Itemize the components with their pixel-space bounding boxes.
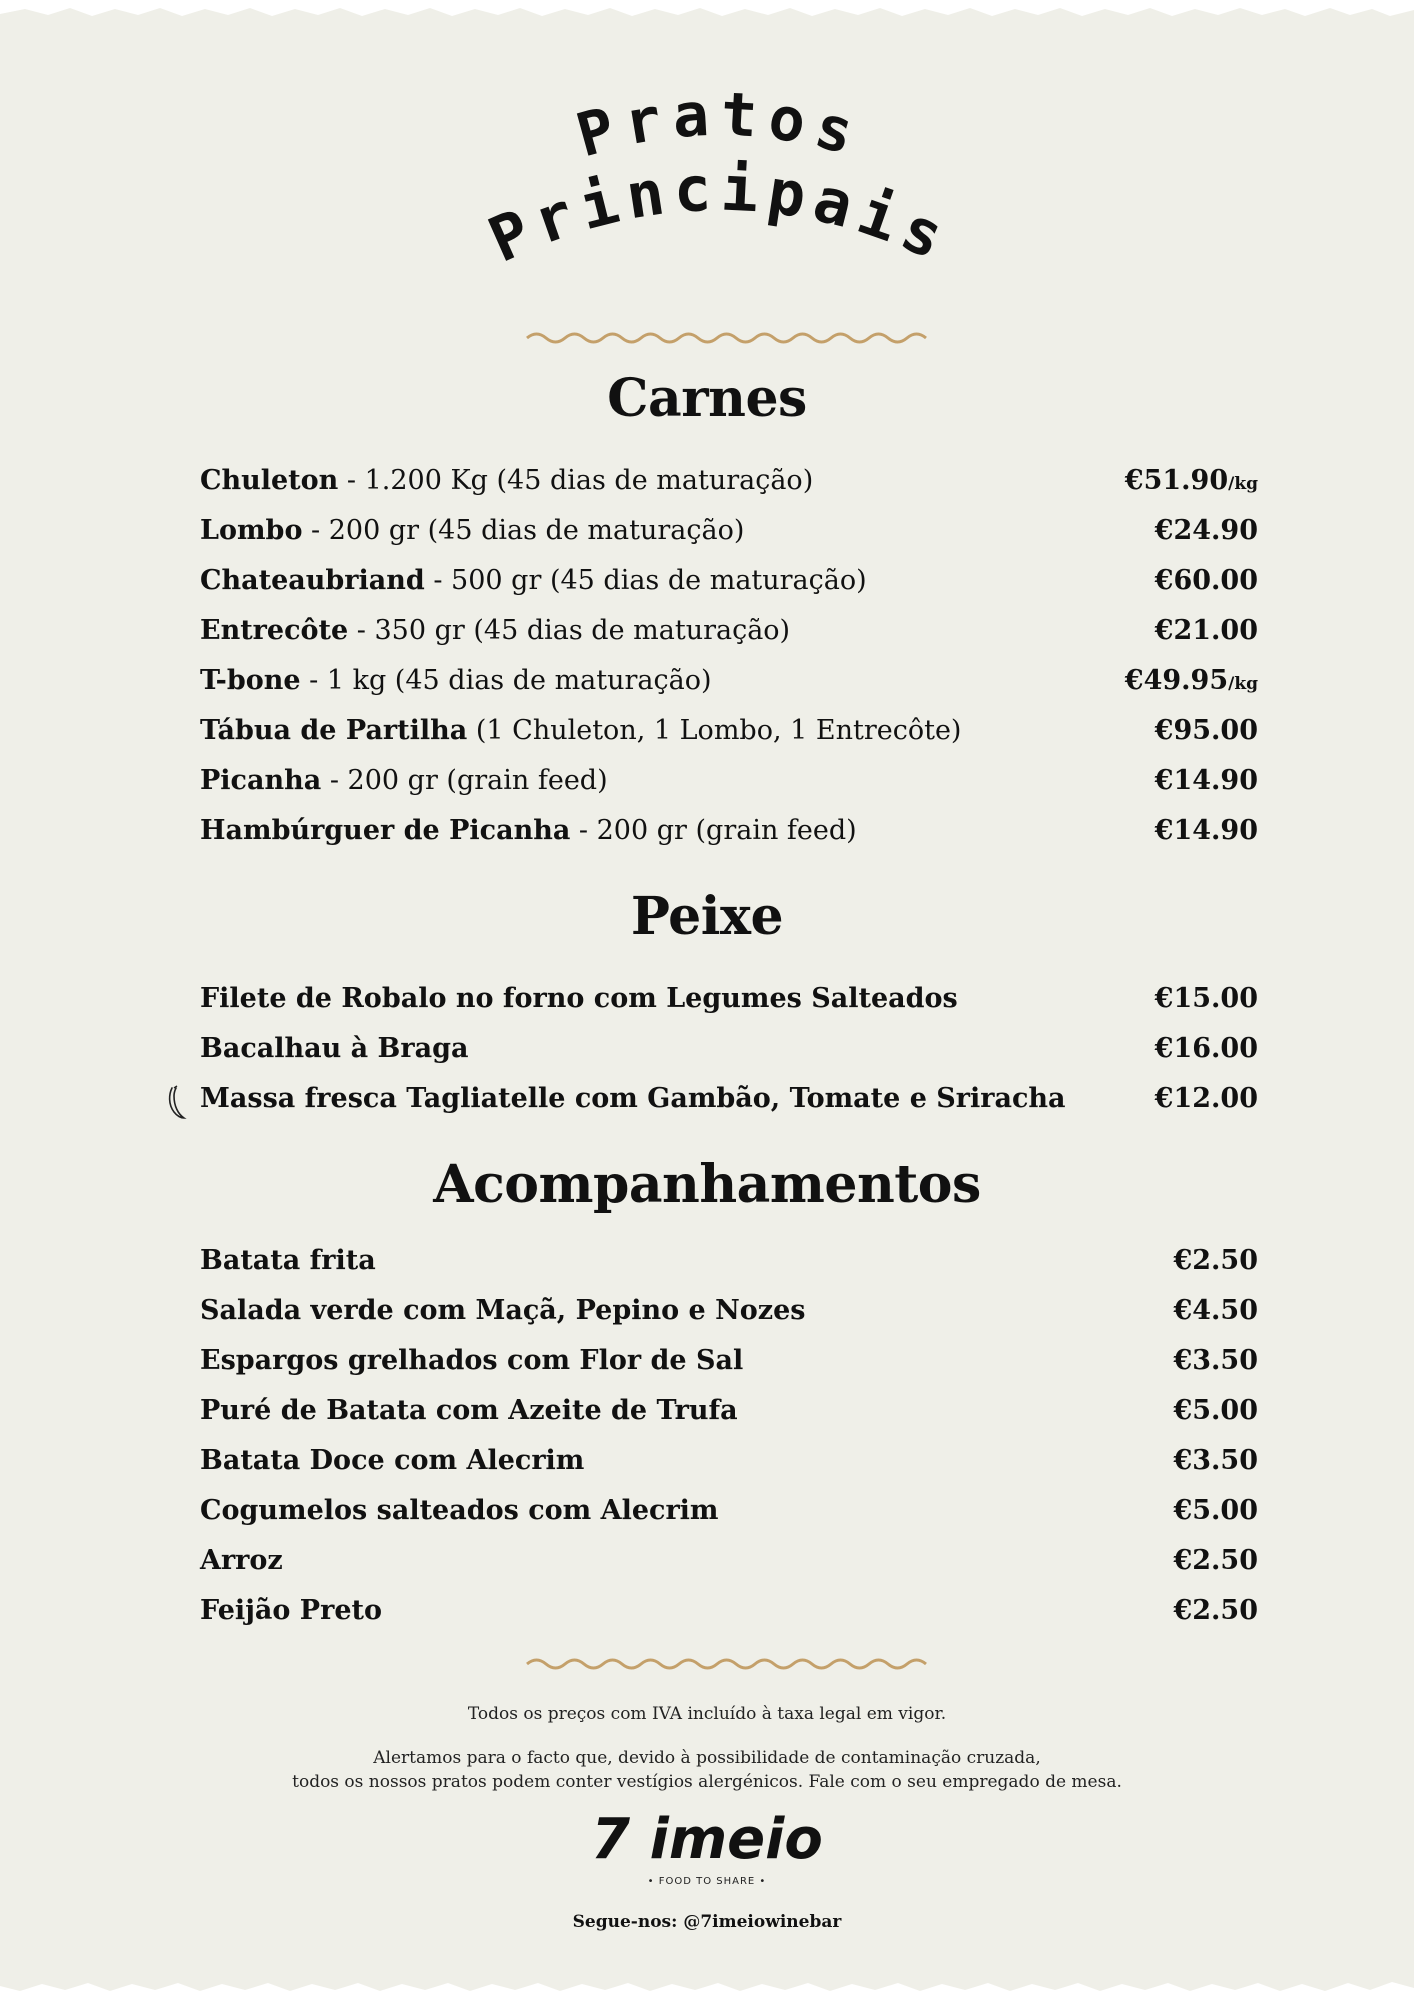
menu-item xyxy=(200,1336,1258,1386)
item-price xyxy=(1155,506,1258,556)
torn-edge-bottom xyxy=(0,1974,1414,2000)
item-desc: - 350 gr (45 dias de maturação) xyxy=(348,615,791,646)
item-name: Entrecôte xyxy=(200,615,349,646)
item-desc: (1 Chuleton, 1 Lombo, 1 Entrecôte) xyxy=(467,715,962,746)
item-name: Chateaubriand xyxy=(200,565,425,596)
item-name: Arroz xyxy=(200,1545,283,1576)
item-price: €2.50 xyxy=(1173,1595,1258,1626)
item-price: €3.50 xyxy=(1173,1345,1258,1376)
item-price: €16.00 xyxy=(1154,1033,1258,1064)
item-name: Chuleton xyxy=(200,465,339,496)
item-desc: - 200 gr (45 dias de maturação) xyxy=(302,515,745,546)
menu-item xyxy=(200,506,1258,556)
item-price: €4.50 xyxy=(1173,1295,1258,1326)
menu-item xyxy=(200,1074,1258,1124)
menu-item xyxy=(200,806,1258,856)
item-name: Hambúrguer de Picanha xyxy=(200,815,571,846)
allergen-note xyxy=(0,1746,1414,1794)
menu-item xyxy=(200,1286,1258,1336)
menu-item xyxy=(200,1024,1258,1074)
social-handle: Segue-nos: @7imeiowinebar xyxy=(572,1912,842,1932)
item-name: Massa fresca Tagliatelle com Gambão, Tomate e Sriracha xyxy=(200,1083,1066,1114)
price-value: €51.90 xyxy=(1124,465,1229,496)
item-name: Lombo xyxy=(200,515,303,546)
item-name: Filete de Robalo no forno com Legumes Salteados xyxy=(200,983,958,1014)
item-price xyxy=(1125,456,1258,509)
allergen-note-line-2: todos os nossos pratos podem conter vestígios alergénicos. Fale com o seu empregado de mesa. xyxy=(292,1772,1122,1792)
item-name: Feijão Preto xyxy=(200,1595,382,1626)
page-title xyxy=(0,80,1414,320)
title-line-1 xyxy=(569,80,870,171)
item-price xyxy=(1155,606,1258,656)
price-value: €24.90 xyxy=(1154,515,1258,546)
acompanhamentos-list xyxy=(200,1236,1258,1636)
item-name: Tábua de Partilha xyxy=(200,715,468,746)
menu-item xyxy=(200,556,1258,606)
price-value: €21.00 xyxy=(1154,615,1258,646)
decorative-wave-divider xyxy=(525,328,930,348)
price-value: €49.95 xyxy=(1124,665,1229,696)
item-name: Salada verde com Maçã, Pepino e Nozes xyxy=(200,1295,806,1326)
brand-tagline-text: FOOD TO SHARE xyxy=(658,1876,756,1887)
chili-pepper-icon xyxy=(162,1086,186,1120)
menu-item xyxy=(200,606,1258,656)
menu-item xyxy=(200,1236,1258,1286)
price-value: €95.00 xyxy=(1154,715,1258,746)
price-value: €60.00 xyxy=(1154,565,1258,596)
item-desc: - 200 gr (grain feed) xyxy=(321,765,608,796)
item-name: Bacalhau à Braga xyxy=(200,1033,469,1064)
item-name: Batata Doce com Alecrim xyxy=(200,1445,585,1476)
item-price: €2.50 xyxy=(1173,1545,1258,1576)
section-title-acompanhamentos: Acompanhamentos xyxy=(433,1154,981,1215)
item-price xyxy=(1155,806,1258,856)
allergen-note-line-1: Alertamos para o facto que, devido à possibilidade de contaminação cruzada, xyxy=(373,1748,1041,1768)
menu-item xyxy=(200,1486,1258,1536)
item-price: €5.00 xyxy=(1173,1495,1258,1526)
menu-item xyxy=(200,1436,1258,1486)
menu-item xyxy=(200,1586,1258,1636)
item-name: T-bone xyxy=(200,665,301,696)
price-value: €14.90 xyxy=(1154,815,1258,846)
torn-edge-top xyxy=(0,0,1414,26)
section-title-peixe: Peixe xyxy=(630,886,784,947)
item-desc: - 1.200 Kg (45 dias de maturação) xyxy=(338,465,814,496)
menu-item xyxy=(200,706,1258,756)
price-unit: /kg xyxy=(1228,674,1258,694)
item-price: €3.50 xyxy=(1173,1445,1258,1476)
item-name: Batata frita xyxy=(200,1245,376,1276)
vat-note: Todos os preços com IVA incluído à taxa legal em vigor. xyxy=(467,1704,947,1724)
item-name: Espargos grelhados com Flor de Sal xyxy=(200,1345,744,1376)
title-line-2-text: Principais xyxy=(478,151,962,277)
peixe-list xyxy=(200,974,1258,1124)
title-line-1-text: Pratos xyxy=(569,80,871,172)
title-line-2 xyxy=(478,152,962,277)
menu-item xyxy=(200,1386,1258,1436)
price-value: €14.90 xyxy=(1154,765,1258,796)
brand-tagline: • FOOD TO SHARE • xyxy=(647,1876,767,1887)
carnes-list xyxy=(200,456,1258,856)
decorative-wave-divider xyxy=(525,1654,930,1674)
item-desc: - 200 gr (grain feed) xyxy=(570,815,857,846)
item-name: Puré de Batata com Azeite de Trufa xyxy=(200,1395,738,1426)
section-title-carnes: Carnes xyxy=(607,368,807,429)
menu-item xyxy=(200,756,1258,806)
menu-item xyxy=(200,1536,1258,1586)
item-price: €15.00 xyxy=(1154,983,1258,1014)
menu-item xyxy=(200,456,1258,506)
item-price xyxy=(1125,656,1258,709)
brand-logo xyxy=(591,1807,823,1894)
item-price: €5.00 xyxy=(1173,1395,1258,1426)
item-price xyxy=(1155,556,1258,606)
price-unit: /kg xyxy=(1228,474,1258,494)
menu-item xyxy=(200,656,1258,706)
item-desc: - 1 kg (45 dias de maturação) xyxy=(300,665,712,696)
item-price xyxy=(1155,706,1258,756)
item-name: Picanha xyxy=(200,765,322,796)
item-price: €2.50 xyxy=(1173,1245,1258,1276)
menu-item xyxy=(200,974,1258,1024)
item-name: Cogumelos salteados com Alecrim xyxy=(200,1495,719,1526)
item-price xyxy=(1155,756,1258,806)
item-desc: - 500 gr (45 dias de maturação) xyxy=(424,565,867,596)
item-price: €12.00 xyxy=(1154,1083,1258,1114)
brand-name: 7 imeio xyxy=(591,1807,823,1872)
